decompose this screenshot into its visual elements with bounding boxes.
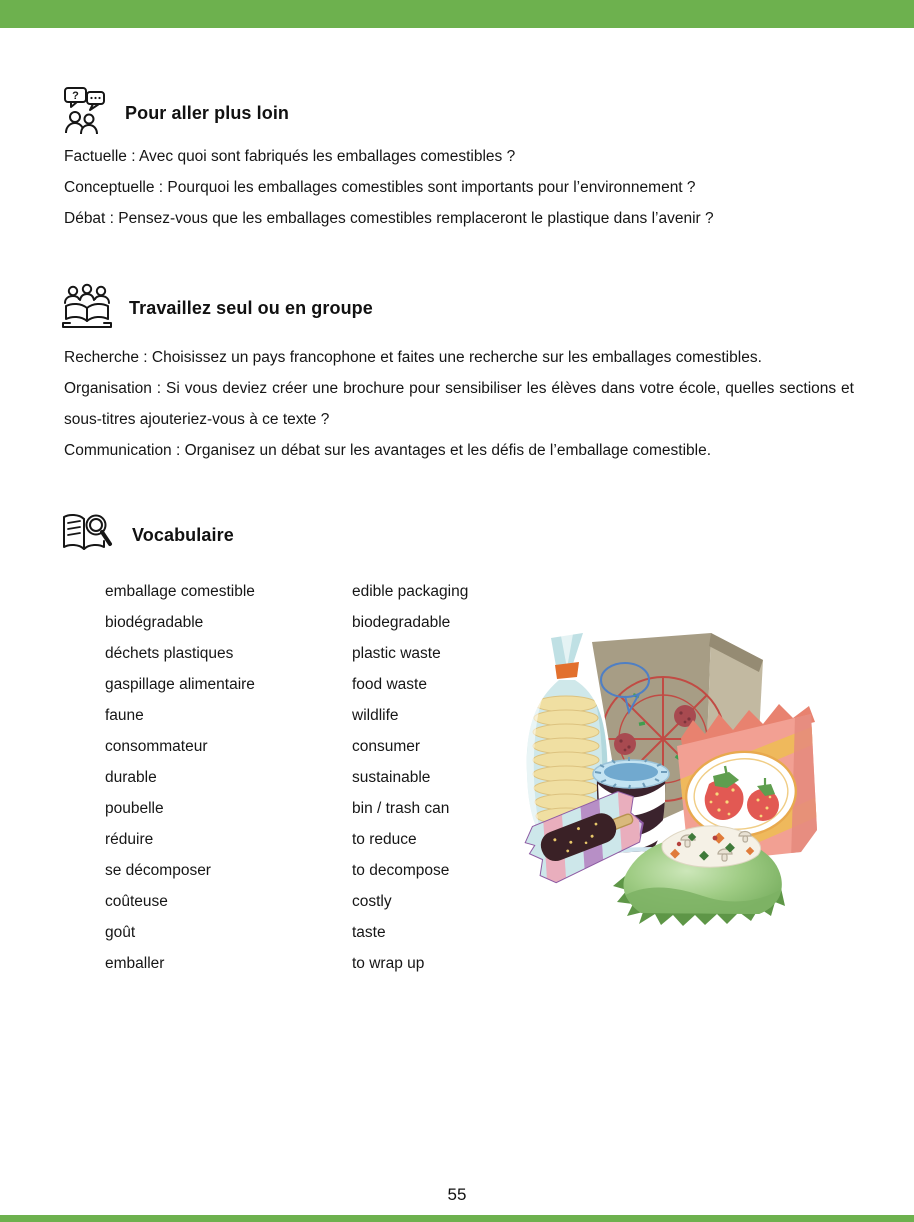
discussion-questions-icon bbox=[62, 86, 110, 141]
vocab-en: biodegradable bbox=[352, 614, 451, 631]
vocab-row bbox=[105, 917, 535, 948]
task-recherche: Recherche : Choisissez un pays francophone et faites une recherche sur les emballages comestibles. bbox=[64, 349, 762, 366]
vocab-row bbox=[105, 638, 535, 669]
section-vocab-header bbox=[60, 511, 234, 560]
vocab-fr: emballage comestible bbox=[105, 583, 255, 600]
vocab-fr: coûteuse bbox=[105, 893, 168, 910]
vocab-en: bin / trash can bbox=[352, 800, 450, 817]
vocab-row bbox=[105, 731, 535, 762]
food-packaging-illustration bbox=[513, 624, 820, 927]
vocab-row bbox=[105, 607, 535, 638]
vocab-en: wildlife bbox=[352, 707, 399, 724]
task-communication: Communication : Organisez un débat sur les avantages et les défis de l’emballage comestible. bbox=[64, 442, 712, 459]
vocab-fr: goût bbox=[105, 924, 136, 941]
vocab-row bbox=[105, 793, 535, 824]
vocab-row bbox=[105, 669, 535, 700]
group-reading-icon bbox=[60, 283, 114, 334]
vocab-en: to decompose bbox=[352, 862, 450, 879]
section-further-header bbox=[62, 86, 289, 141]
vocab-row bbox=[105, 886, 535, 917]
vocab-row bbox=[105, 855, 535, 886]
vocab-en: to wrap up bbox=[352, 955, 425, 972]
work-tasks bbox=[64, 342, 854, 466]
vocab-row bbox=[105, 948, 535, 979]
vocab-en: sustainable bbox=[352, 769, 431, 786]
svg-text:?: ? bbox=[72, 90, 79, 102]
vocab-en: taste bbox=[352, 924, 386, 941]
section-work-header bbox=[60, 283, 373, 334]
vocabulary-list bbox=[105, 576, 535, 979]
task-organisation: Organisation : Si vous deviez créer une brochure pour sensibiliser les élèves dans votre école, quelles sections et sous-titres ajouteriez-vous à ce texte ? bbox=[64, 380, 854, 428]
vocab-en: costly bbox=[352, 893, 392, 910]
vocab-en: food waste bbox=[352, 676, 427, 693]
vocab-fr: réduire bbox=[105, 831, 154, 848]
vocab-en: to reduce bbox=[352, 831, 417, 848]
vocab-fr: biodégradable bbox=[105, 614, 204, 631]
vocab-fr: gaspillage alimentaire bbox=[105, 676, 255, 693]
vocab-en: plastic waste bbox=[352, 645, 441, 662]
vocab-row bbox=[105, 576, 535, 607]
vocab-en: consumer bbox=[352, 738, 421, 755]
further-questions bbox=[64, 141, 854, 234]
vocab-en: edible packaging bbox=[352, 583, 469, 600]
book-magnifier-icon bbox=[60, 511, 116, 560]
vocab-fr: faune bbox=[105, 707, 144, 724]
vocab-fr: durable bbox=[105, 769, 157, 786]
section-title-work: Travaillez seul ou en groupe bbox=[129, 298, 373, 318]
vocab-fr: déchets plastiques bbox=[105, 645, 234, 662]
top-green-bar bbox=[0, 0, 914, 28]
question-factuelle: Factuelle : Avec quoi sont fabriqués les emballages comestibles ? bbox=[64, 148, 516, 165]
vocab-fr: emballer bbox=[105, 955, 165, 972]
vocab-fr: se décomposer bbox=[105, 862, 211, 879]
section-title-further: Pour aller plus loin bbox=[125, 103, 290, 123]
section-title-vocab: Vocabulaire bbox=[132, 525, 234, 545]
question-debat: Débat : Pensez-vous que les emballages comestibles remplaceront le plastique dans l’avenir ? bbox=[64, 210, 714, 227]
vocab-row bbox=[105, 762, 535, 793]
page-number: 55 bbox=[447, 1185, 467, 1204]
vocab-row bbox=[105, 824, 535, 855]
vocab-fr: poubelle bbox=[105, 800, 164, 817]
question-conceptuelle: Conceptuelle : Pourquoi les emballages comestibles sont importants pour l’environnement ? bbox=[64, 179, 696, 196]
vocab-row bbox=[105, 700, 535, 731]
bottom-green-bar bbox=[0, 1215, 914, 1222]
vocab-fr: consommateur bbox=[105, 738, 208, 755]
